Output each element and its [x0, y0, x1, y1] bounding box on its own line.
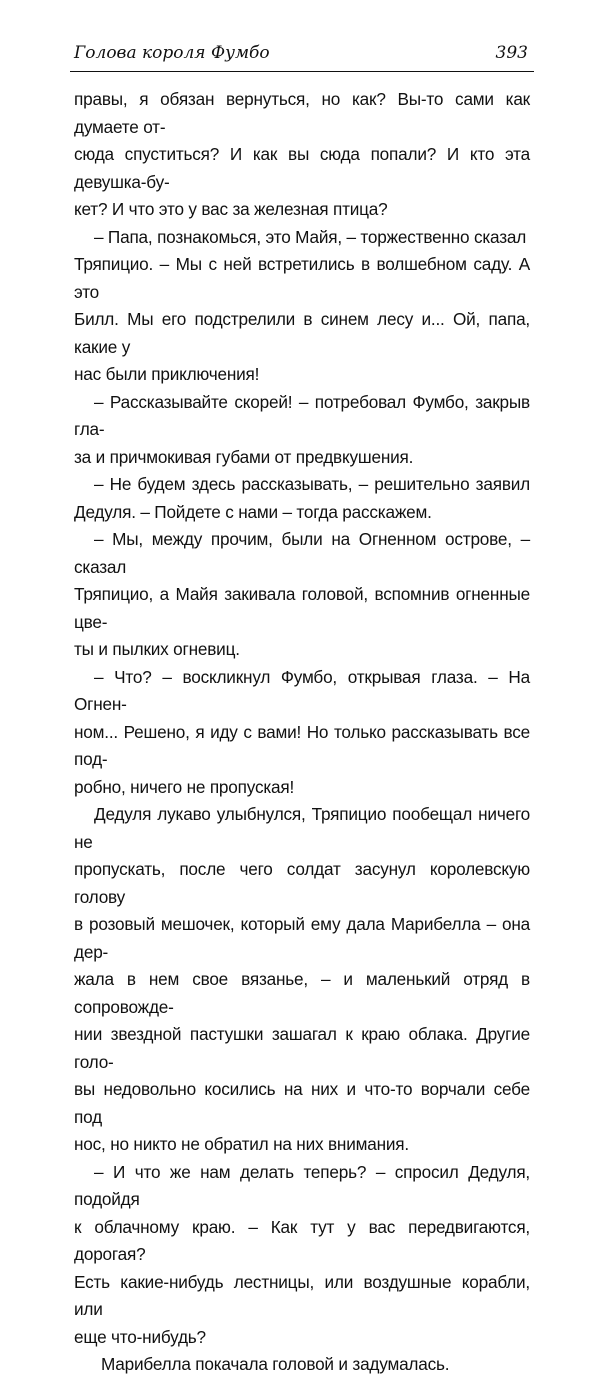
paragraph: – Мы, между прочим, были на Огненном острове, – сказал Тряпицио, а Майя закивала головой, вспомнив огненные цве- ты и пылких огневиц.: [74, 529, 530, 659]
paragraph: – Что? – воскликнул Фумбо, открывая глаза. – На Огнен- ном... Решено, я иду с вами! Но только рассказывать все под- робно, ничего не пропуская!: [74, 666, 530, 797]
header-rule: [70, 71, 534, 72]
paragraph: – Рассказывайте скорей! – потребовал Фумбо, закрыв гла- за и причмокивая губами от предвкушения.: [74, 391, 530, 467]
paragraph: правы, я обязан вернуться, но как? Вы-то сами как думаете от- сюда спуститься? И как вы сюда попали? И кто эта девушка-бу- кет? И что это у вас за железная птица?: [74, 89, 530, 219]
running-title: Голова короля Фумбо: [74, 43, 270, 63]
paragraph: Марибелла покачала головой и задумалась.: [101, 1354, 450, 1374]
paragraph: – Папа, познакомься, это Майя, – торжественно сказал Тряпицио. – Мы с ней встретились в волшебном саду. А это Билл. Мы его подстрелили в синем лесу и... Ой, папа, какие у нас были приключения!: [74, 226, 530, 384]
paragraph: – И что же нам делать теперь? – спросил Дедуля, подойдя к облачному краю. – Как тут у вас передвигаются, дорогая? Есть какие-нибудь лестницы, или воздушные корабли, или еще что-нибудь?: [74, 1161, 530, 1347]
body-text: [74, 86, 530, 1379]
paragraph: Дедуля лукаво улыбнулся, Тряпицио пообещал ничего не пропускать, после чего солдат засунул королевскую голову в розовый мешочек, который ему дала Марибелла – она дер- жала в нем свое вязанье, – и маленький отряд в сопровожде- нии звездной пастушки зашагал к краю облака. Другие голо- вы недовольно косились на них и что-то ворчали себе под нос, но никто не обратил на них внимания.: [74, 804, 530, 1154]
paragraph: – Не будем здесь рассказывать, – решительно заявил Дедуля. – Пойдете с нами – тогда расскажем.: [74, 474, 530, 522]
running-header: [74, 40, 530, 66]
page-number: 393: [495, 43, 528, 63]
